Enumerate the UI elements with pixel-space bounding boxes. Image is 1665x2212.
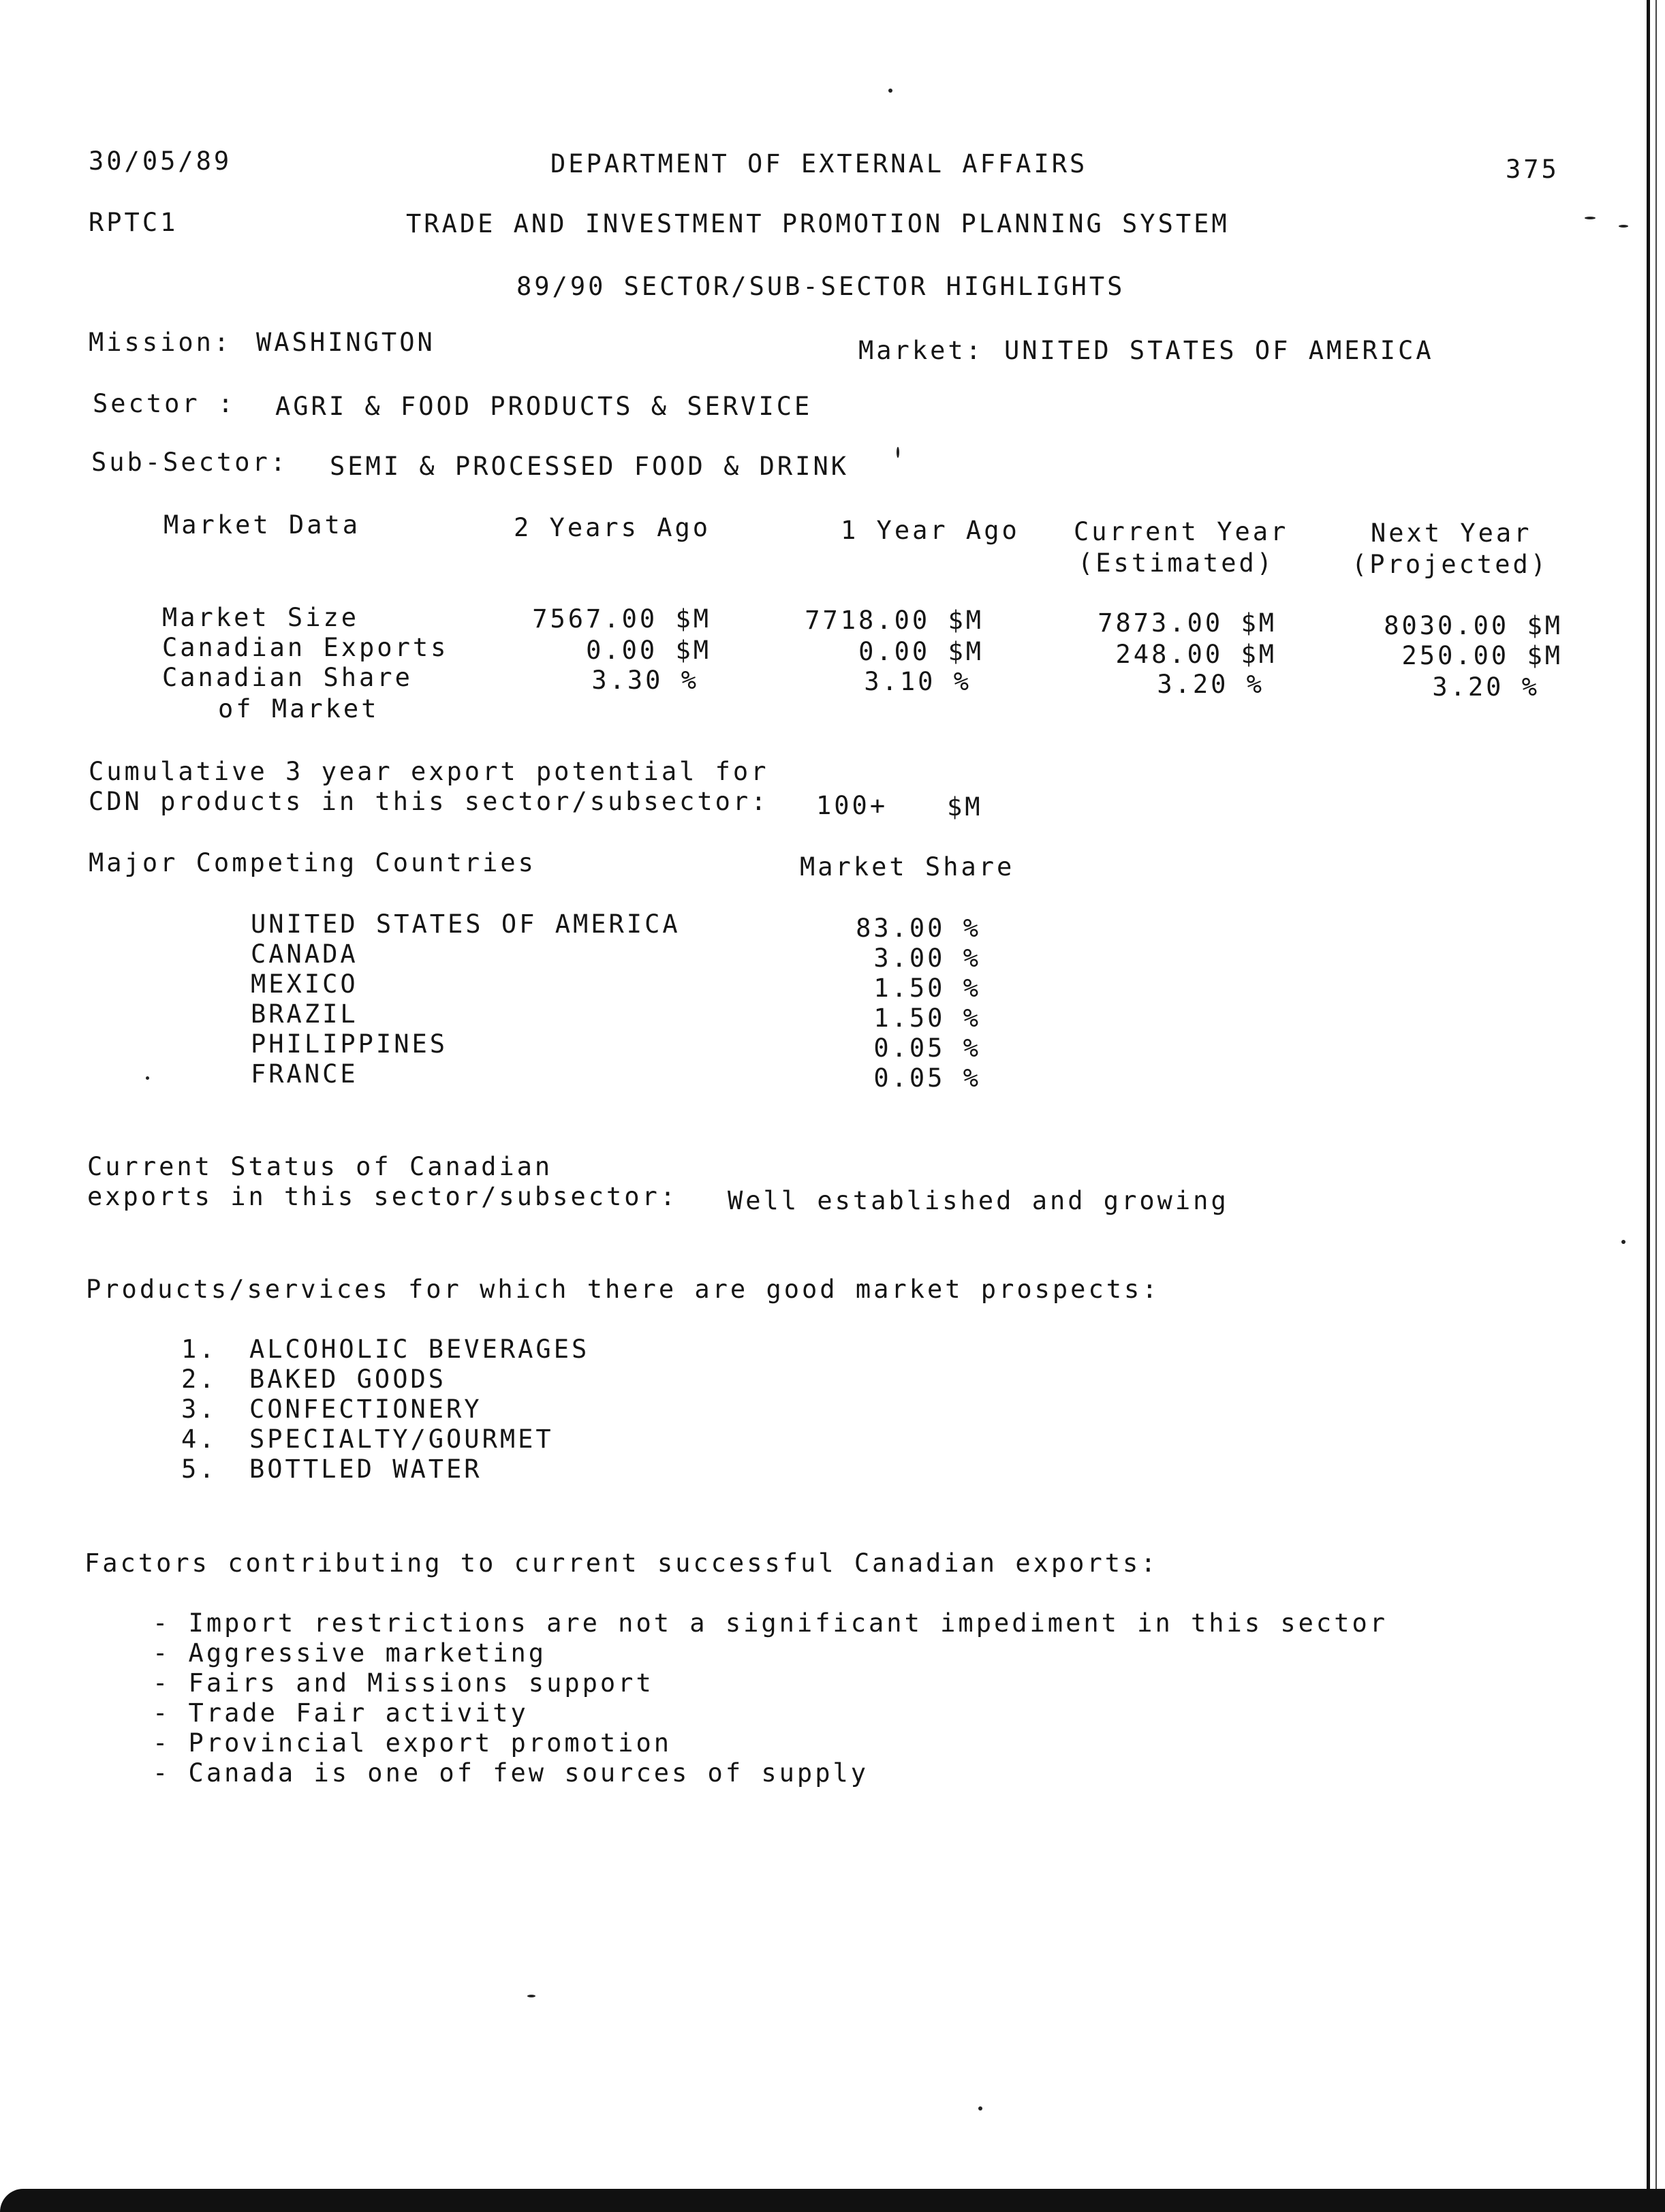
column-header-projected: (Projected) bbox=[1352, 550, 1549, 579]
system-title: TRADE AND INVESTMENT PROMOTION PLANNING SYSTEM bbox=[406, 209, 1230, 238]
factor-item: - Fairs and Missions support bbox=[153, 1668, 654, 1698]
competitor-country: UNITED STATES OF AMERICA bbox=[251, 909, 681, 939]
market-value: UNITED STATES OF AMERICA bbox=[1004, 336, 1434, 365]
cell-share-current: 3.20 % bbox=[1157, 670, 1264, 699]
cell-exports-next: 250.00 $M bbox=[1401, 641, 1563, 670]
page-number: 375 bbox=[1506, 155, 1559, 184]
scan-speck bbox=[888, 89, 892, 93]
column-header-next-year: Next Year bbox=[1371, 518, 1532, 548]
column-header-2-years-ago: 2 Years Ago bbox=[514, 513, 711, 542]
competitor-country: MEXICO bbox=[251, 969, 358, 999]
potential-line1: Cumulative 3 year export potential for bbox=[89, 757, 769, 786]
market-share-header: Market Share bbox=[800, 852, 1015, 882]
scan-edge-line bbox=[1655, 0, 1657, 2212]
scan-speck bbox=[1619, 225, 1628, 228]
scan-bottom-band bbox=[0, 2189, 1665, 2212]
sector-value: AGRI & FOOD PRODUCTS & SERVICE bbox=[275, 392, 813, 421]
potential-value: 100+ bbox=[816, 791, 888, 820]
factor-item: - Import restrictions are not a significant impediment in this sector bbox=[153, 1608, 1388, 1638]
competitor-share: 1.50 % bbox=[873, 1003, 981, 1033]
cell-share-next: 3.20 % bbox=[1432, 672, 1540, 702]
row-label-of-market: of Market bbox=[218, 694, 379, 723]
cell-exports-current: 248.00 $M bbox=[1115, 640, 1277, 669]
cell-market-size-next: 8030.00 $M bbox=[1384, 611, 1563, 640]
prospect-item: BOTTLED WATER bbox=[249, 1454, 482, 1484]
competitor-share: 83.00 % bbox=[856, 914, 981, 943]
prospect-number: 4. bbox=[181, 1424, 217, 1454]
column-header-estimated: (Estimated) bbox=[1078, 548, 1275, 578]
prospect-item: SPECIALTY/GOURMET bbox=[249, 1424, 554, 1454]
market-label: Market: bbox=[858, 336, 984, 365]
mission-label: Mission: bbox=[89, 328, 232, 357]
competitor-share: 1.50 % bbox=[873, 973, 981, 1003]
factor-item: - Canada is one of few sources of supply bbox=[153, 1758, 869, 1788]
cell-market-size-2y: 7567.00 $M bbox=[532, 604, 711, 634]
factor-item: - Aggressive marketing bbox=[153, 1638, 547, 1668]
scan-speck bbox=[897, 447, 899, 458]
sector-label: Sector : bbox=[93, 389, 236, 418]
factor-item: - Trade Fair activity bbox=[153, 1698, 529, 1728]
column-header-1-year-ago: 1 Year Ago bbox=[841, 516, 1020, 545]
competitors-header: Major Competing Countries bbox=[89, 848, 536, 877]
scan-speck bbox=[1621, 1240, 1625, 1244]
competitor-share: 3.00 % bbox=[873, 944, 981, 973]
factors-header: Factors contributing to current successful Canadian exports: bbox=[84, 1548, 1159, 1578]
potential-unit: $M bbox=[947, 792, 983, 822]
status-value: Well established and growing bbox=[728, 1186, 1229, 1215]
row-label-canadian-share: Canadian Share bbox=[162, 663, 413, 692]
subsector-value: SEMI & PROCESSED FOOD & DRINK bbox=[330, 452, 850, 481]
prospect-item: BAKED GOODS bbox=[249, 1365, 447, 1394]
prospect-number: 5. bbox=[181, 1454, 217, 1484]
subsector-label: Sub-Sector: bbox=[91, 448, 289, 477]
prospect-item: ALCOHOLIC BEVERAGES bbox=[249, 1335, 590, 1364]
prospect-number: 3. bbox=[181, 1395, 217, 1424]
competitor-country: FRANCE bbox=[251, 1059, 358, 1089]
cell-exports-1y: 0.00 $M bbox=[858, 637, 984, 666]
competitor-country: CANADA bbox=[251, 939, 358, 969]
column-header-current-year: Current Year bbox=[1074, 517, 1289, 546]
cell-share-2y: 3.30 % bbox=[591, 666, 699, 695]
scan-speck bbox=[1585, 217, 1596, 219]
prospect-item: CONFECTIONERY bbox=[249, 1395, 482, 1424]
potential-line2: CDN products in this sector/subsector: bbox=[89, 787, 769, 816]
status-line2: exports in this sector/subsector: bbox=[87, 1182, 679, 1211]
cell-share-1y: 3.10 % bbox=[864, 667, 971, 696]
table-row-header: Market Data bbox=[164, 510, 361, 540]
cell-exports-2y: 0.00 $M bbox=[586, 636, 711, 665]
cell-market-size-1y: 7718.00 $M bbox=[805, 606, 984, 635]
status-line1: Current Status of Canadian bbox=[87, 1152, 553, 1181]
scan-speck bbox=[978, 2106, 982, 2110]
prospect-number: 2. bbox=[181, 1365, 217, 1394]
report-title: 89/90 SECTOR/SUB-SECTOR HIGHLIGHTS bbox=[516, 272, 1125, 301]
competitor-country: BRAZIL bbox=[251, 999, 358, 1029]
scan-edge-line bbox=[1647, 0, 1650, 2212]
prospects-header: Products/services for which there are good market prospects: bbox=[86, 1275, 1160, 1304]
competitor-country: PHILIPPINES bbox=[251, 1029, 448, 1059]
row-label-market-size: Market Size bbox=[162, 603, 360, 632]
cell-market-size-current: 7873.00 $M bbox=[1098, 608, 1277, 638]
row-label-canadian-exports: Canadian Exports bbox=[162, 633, 449, 662]
report-code: RPTC1 bbox=[89, 208, 178, 237]
prospect-number: 1. bbox=[181, 1335, 217, 1364]
scan-speck bbox=[527, 1995, 535, 1997]
mission-value: WASHINGTON bbox=[256, 328, 435, 357]
report-date: 30/05/89 bbox=[89, 146, 232, 176]
scan-speck bbox=[146, 1076, 149, 1080]
department-name: DEPARTMENT OF EXTERNAL AFFAIRS bbox=[550, 149, 1088, 178]
factor-item: - Provincial export promotion bbox=[153, 1728, 672, 1758]
competitor-share: 0.05 % bbox=[873, 1063, 981, 1093]
competitor-share: 0.05 % bbox=[873, 1033, 981, 1063]
